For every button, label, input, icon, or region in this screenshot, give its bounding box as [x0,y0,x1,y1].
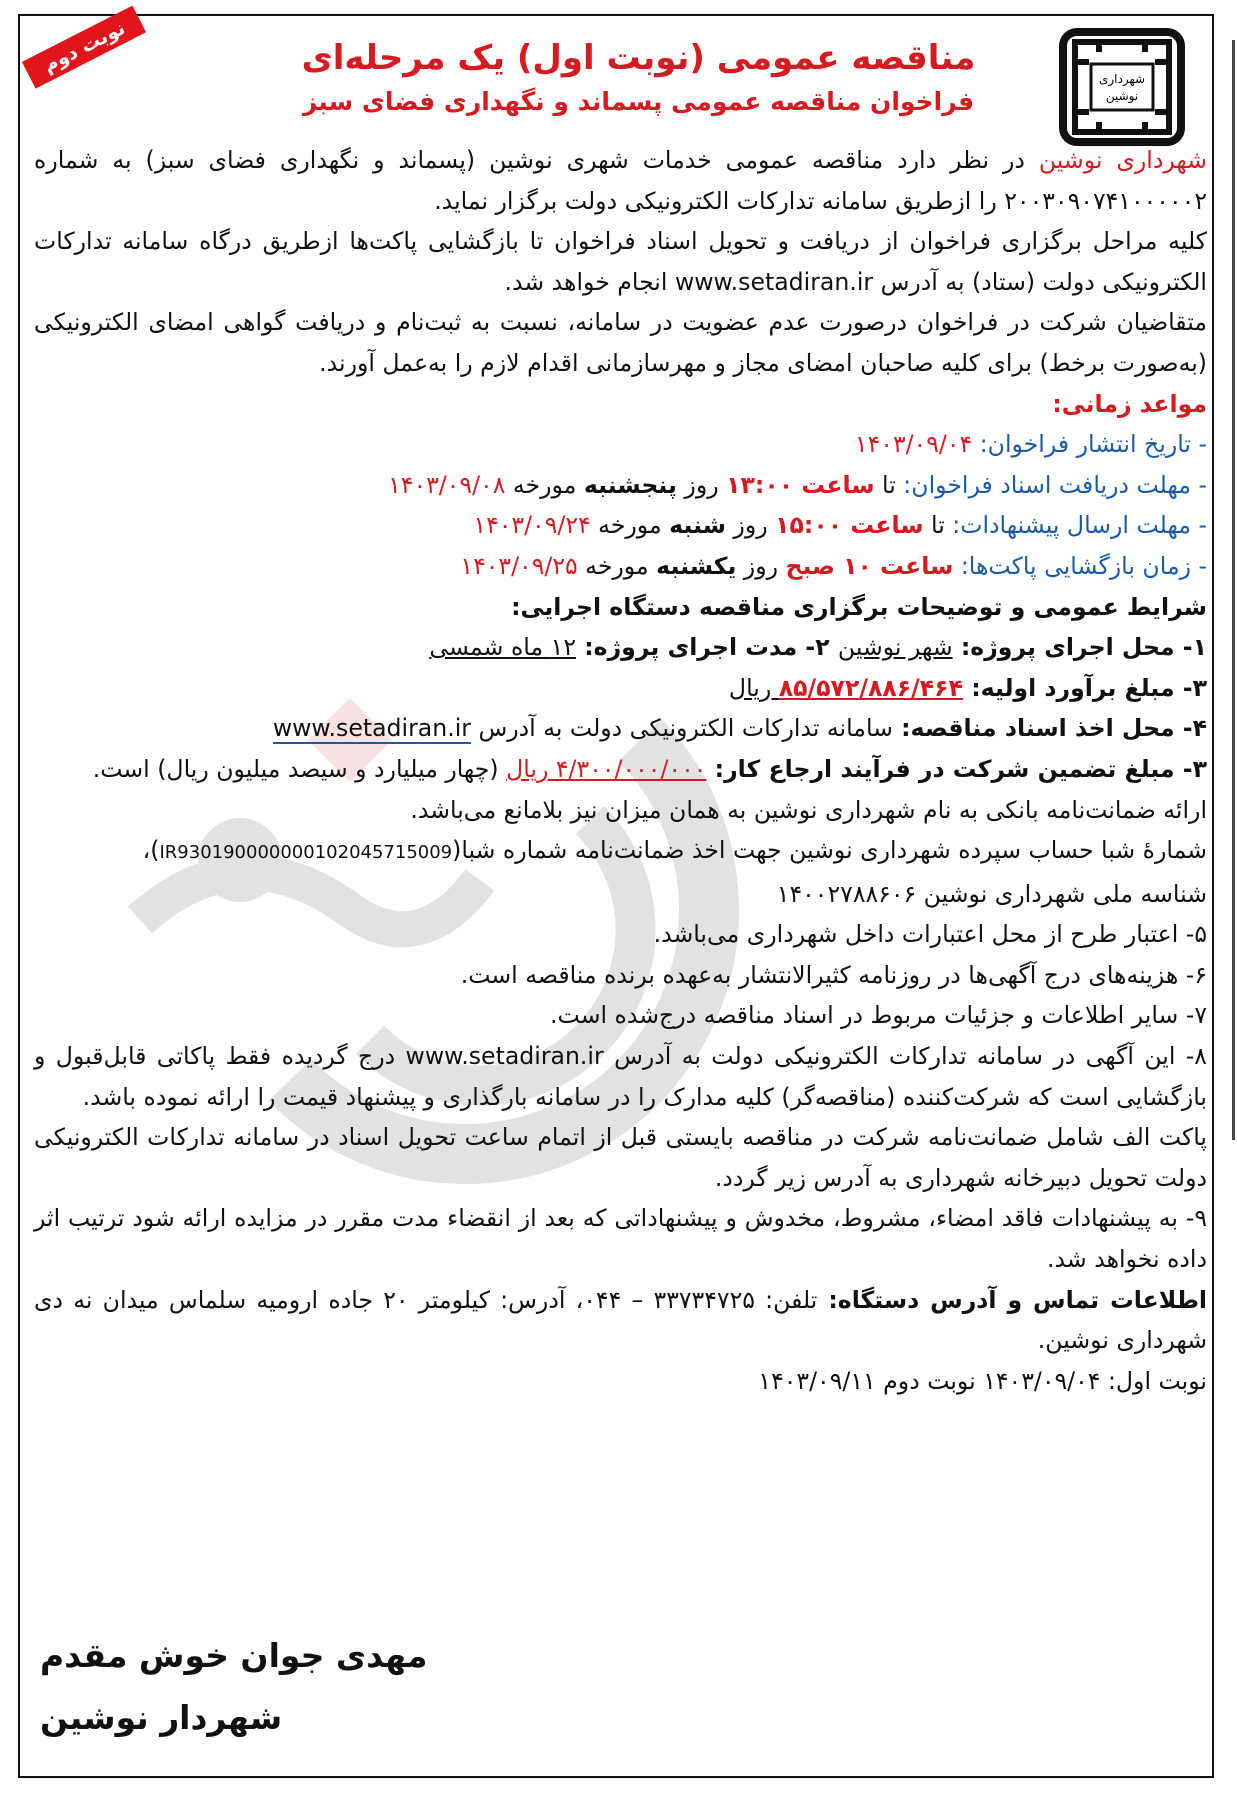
condition-item: ۳- مبلغ تضمین شرکت در فرآیند ارجاع کار: ۴/۳۰۰/۰۰۰/۰۰۰ ریال (چهار میلیارد و سیصد میلیون ریال) است. [92,754,1207,783]
notice-body [34,140,1207,1401]
municipality-logo [1059,28,1185,146]
national-id-line: شناسه ملی شهرداری نوشین ۱۴۰۰۲۷۸۸۶۰۶ [776,879,1207,908]
condition-item: ۴- محل اخذ اسناد مناقصه: سامانه تدارکات الکترونیکی دولت به آدرس www.setadiran.ir [272,714,1207,743]
registration-paragraph: متقاضیان شرکت در فراخوان درصورت عدم عضویت در سامانه، نسبت به ثبت‌نام و دریافت گواهی امضای الکترونیکی (به‌صورت برخط) برای کلیه صاحبان امضای مجاز و مهرسازمانی اقدام لازم را به‌عمل آورند. [34,308,1207,377]
round-badge: نوبت دوم [22,5,146,88]
signer-title: شهردار نوشین [40,1698,283,1737]
process-paragraph: کلیه مراحل برگزاری فراخوان از دریافت و تحویل اسناد فراخوان تا بازگشایی پاکت‌ها ازطریق درگاه سامانه تدارکات الکترونیکی دولت (ستاد) به آدرس www.setadiran.ir انجام خواهد شد. [34,227,1207,296]
signer-name: مهدی جوان خوش مقدم [40,1636,428,1675]
notice-title: مناقصه عمومی (نوبت اول) یک مرحله‌ای [301,38,976,78]
contact-info: اطلاعات تماس و آدرس دستگاه: تلفن: ۳۳۷۳۴۷۲۵ – ۰۴۴، آدرس: کیلومتر ۲۰ جاده ارومیه سلماس میدان نه دی شهرداری نوشین. [34,1285,1208,1355]
intro-text: در نظر دارد مناقصه عمومی خدمات شهری نوشین (پسماند و نگهداری فضای سبز) به شماره ۲۰۰۳۰۹۰۷۴۱۰۰۰۰۰۲ را ازطریق سامانه تدارکات الکترونیکی دولت برگزار نماید. [34,146,1207,215]
conditions-heading: شرایط عمومی و توضیحات برگزاری مناقصه دستگاه اجرایی: [511,592,1207,621]
schedule-item: - تاریخ انتشار فراخوان: ۱۴۰۳/۰۹/۰۴ [854,430,1207,459]
condition-item: ۹- به پیشنهادات فاقد امضاء، مشروط، مخدوش و پیشنهاداتی که بعد از انقضاء مدت مقرر در مزایده ارائه شود ترتیب اثر داده نخواهد شد. [34,1204,1207,1274]
condition-item: ۷- سایر اطلاعات و جزئیات مربوط در اسناد مناقصه درج‌شده است. [550,1001,1207,1030]
schedule-item: - زمان بازگشایی پاکت‌ها: ساعت ۱۰ صبح روز یکشنبه مورخه ۱۴۰۳/۰۹/۲۵ [460,551,1207,580]
condition-item: پاکت الف شامل ضمانت‌نامه شرکت در مناقصه بایستی قبل از اتمام ساعت تحویل اسناد در سامانه تدارکات الکترونیکی دولت تحویل دبیرخانه شهرداری به آدرس زیر گردد. [34,1123,1207,1192]
org-name: شهرداری نوشین [1038,146,1207,174]
condition-item: ۶- هزینه‌های درج آگهی‌ها در روزنامه کثیرالانتشار به‌عهده برنده مناقصه است. [460,960,1207,989]
sheba-line: شمارهٔ شبا حساب سپرده شهرداری نوشین جهت اخذ ضمانت‌نامه شماره شبا(IR930190000000102045715009)، [142,836,1207,865]
publication-dates: نوبت اول: ۱۴۰۳/۰۹/۰۴ نوبت دوم ۱۴۰۳/۰۹/۱۱ [758,1366,1207,1395]
schedule-heading: مواعد زمانی: [1052,389,1207,418]
signature-block [40,1625,427,1749]
notice-header [260,34,1017,122]
schedule-item: - مهلت دریافت اسناد فراخوان: تا ساعت ۱۳:۰۰ روز پنجشنبه مورخه ۱۴۰۳/۰۹/۰۸ [388,470,1207,499]
schedule-item: - مهلت ارسال پیشنهادات: تا ساعت ۱۵:۰۰ روز شنبه مورخه ۱۴۰۳/۰۹/۲۴ [473,511,1207,540]
notice-subtitle: فراخوان مناقصه عمومی پسماند و نگهداری فضای سبز [302,87,975,116]
svg-text:نوشین: نوشین [1105,89,1139,103]
condition-item: ۱- محل اجرای پروژه: شهر نوشین ۲- مدت اجرای پروژه: ۱۲ ماه شمسی [429,633,1207,662]
condition-item: ۸- این آگهی در سامانه تدارکات الکترونیکی دولت به آدرس www.setadiran.ir درج گردیده فقط پاکاتی قابل‌قبول و بازگشایی است که شرکت‌کننده (مناقصه‌گر) کلیه مدارک را در سامانه بارگذاری و پیشنهاد قیمت را ارائه نموده باشد. [34,1042,1207,1111]
intro-paragraph [34,140,1207,221]
condition-item: ۵- اعتبار طرح از محل اعتبارات داخل شهرداری می‌باشد. [653,920,1207,949]
svg-text:شهرداری: شهرداری [1098,72,1146,86]
guarantee-note: ارائه ضمانت‌نامه بانکی به نام شهرداری نوشین به همان میزان نیز بلامانع می‌باشد. [410,795,1207,824]
condition-item: ۳- مبلغ برآورد اولیه: ۸۵/۵۷۲/۸۸۶/۴۶۴ ریال [728,673,1207,702]
setadiran-link[interactable]: www.setadiran.ir [272,714,471,743]
edge-bar [1232,40,1235,1140]
